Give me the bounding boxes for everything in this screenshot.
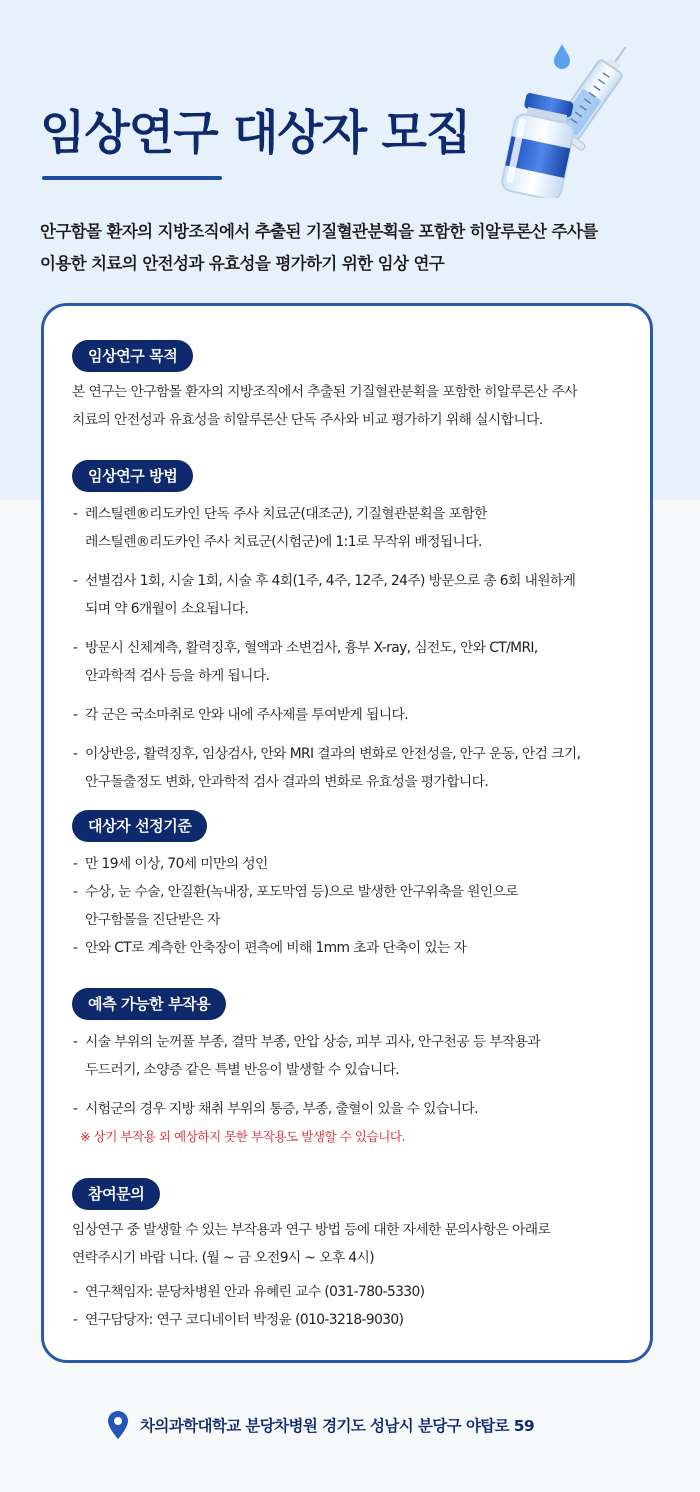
section-side-effects [72, 988, 652, 1149]
contact-item: - 연구책임자: 분당차병원 안과 유혜린 교수 (031-780-5330) [72, 1278, 652, 1306]
list-item: - 시술 부위의 눈꺼풀 부종, 결막 부종, 안압 상승, 피부 괴사, 안구천공 등 부작용과 두드러기, 소양증 같은 특별 반응이 발생할 수 있습니다. [72, 1028, 652, 1084]
section-title-criteria: 대상자 선정기준 [72, 810, 207, 842]
section-contact [72, 1178, 652, 1334]
footer-address-text: 차의과학대학교 분당차병원 경기도 성남시 분당구 야탑로 59 [140, 1417, 535, 1435]
list-item: - 수상, 눈 수술, 안질환(녹내장, 포도막염 등)으로 발생한 안구위축을 원인으로 안구함몰을 진단받은 자 [72, 878, 652, 934]
contact-text: 연락주시기 바랍 니다. (월 ~ 금 오전9시 ~ 오후 4시) [72, 1250, 375, 1266]
subtitle-line: 안구함몰 환자의 지방조직에서 추출된 기질혈관분획을 포함한 히알루론산 주사를 [40, 222, 598, 241]
section-title-contact: 참여문의 [72, 1178, 160, 1210]
section-criteria [72, 810, 652, 962]
purpose-text: 본 연구는 안구함몰 환자의 지방조직에서 추출된 기질혈관분획을 포함한 히알루론산 주사 [72, 384, 577, 400]
section-method [72, 460, 652, 807]
section-title-purpose: 임상연구 목적 [72, 340, 193, 372]
list-item: - 이상반응, 활력징후, 임상검사, 안와 MRI 결과의 변화로 안전성을, 안구 운동, 안검 크기, 안구돌출정도 변화, 안과학적 검사 결과의 변화로 유효성을 평가합니다. [72, 740, 652, 796]
side-effects-note: ※ 상기 부작용 외 예상하지 못한 부작용도 발생할 수 있습니다. [80, 1129, 406, 1144]
subtitle-line: 이용한 치료의 안전성과 유효성을 평가하기 위한 임상 연구 [40, 254, 445, 273]
section-title-method: 임상연구 방법 [72, 460, 193, 492]
list-item: - 선별검사 1회, 시술 1회, 시술 후 4회(1주, 4주, 12주, 24주) 방문으로 총 6회 내원하게 되며 약 6개월이 소요됩니다. [72, 567, 652, 623]
list-item: - 방문시 신체계측, 활력징후, 혈액과 소변검사, 흉부 X-ray, 심전도, 안와 CT/MRI, 안과학적 검사 등을 하게 됩니다. [72, 634, 652, 690]
list-item: - 각 군은 국소마취로 안와 내에 주사제를 투여받게 됩니다. [72, 701, 652, 729]
page-title: 임상연구 대상자 모집 [40, 106, 471, 161]
criteria-list [72, 850, 652, 962]
footer-address [108, 1410, 534, 1440]
section-title-side-effects: 예측 가능한 부작용 [72, 988, 226, 1020]
contact-list [72, 1278, 652, 1334]
location-pin-icon [108, 1411, 128, 1439]
syringe-vial-icon [490, 38, 680, 198]
list-item: - 레스틸렌®리도카인 단독 주사 치료군(대조군), 기질혈관분획을 포함한 레스틸렌®리도카인 주사 치료군(시험군)에 1:1로 무작위 배정됩니다. [72, 500, 652, 556]
info-card [41, 303, 653, 1363]
section-purpose [72, 340, 652, 434]
list-item: - 시험군의 경우 지방 채취 부위의 통증, 부종, 출혈이 있을 수 있습니다. [72, 1095, 652, 1123]
title-underline [42, 176, 222, 180]
method-list [72, 500, 652, 796]
contact-text: 임상연구 중 발생할 수 있는 부작용과 연구 방법 등에 대한 자세한 문의사항은 아래로 [72, 1222, 551, 1238]
list-item: - 안와 CT로 계측한 안축장이 편측에 비해 1mm 초과 단축이 있는 자 [72, 934, 652, 962]
contact-item: - 연구담당자: 연구 코디네이터 박정윤 (010-3218-9030) [72, 1306, 652, 1334]
study-subtitle [40, 216, 660, 280]
side-effects-list [72, 1028, 652, 1123]
list-item: - 만 19세 이상, 70세 미만의 성인 [72, 850, 652, 878]
purpose-text: 치료의 안전성과 유효성을 히알루론산 단독 주사와 비교 평가하기 위해 실시합니다. [72, 412, 543, 428]
